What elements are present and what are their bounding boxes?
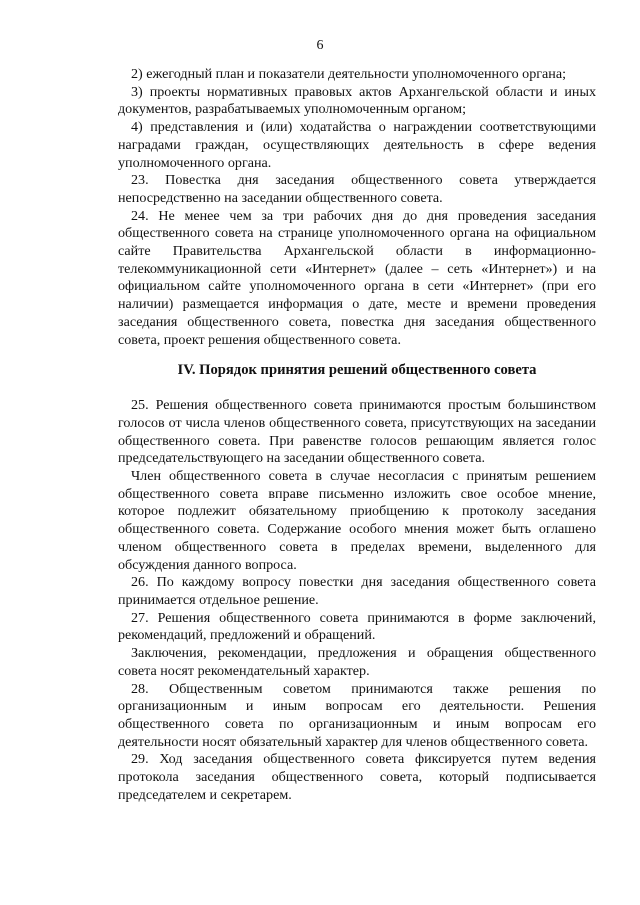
clause-26: 26. По каждому вопросу повестки дня заседания общественного совета принимается отдельное решение.: [118, 574, 596, 608]
clause-25-dissent: Член общественного совета в случае несогласия с принятым решением общественного совета вправе письменно изложить свое особое мнение, которое подлежит обязательному приобщению к протоколу заседания общественного совета. Содержание особого мнения может быть оглашено членом общественного совета в пределах времени, выделенного для обсуждения данного вопроса.: [118, 468, 596, 573]
clause-24: 24. Не менее чем за три рабочих дня до дня проведения заседания общественного совета на странице уполномоченного органа на официальном сайте Правительства Архангельской области в информационно-телекоммуникационной сети «Интернет» (далее – сеть «Интернет») и на официальном сайте уполномоченного органа в сети «Интернет» (при его наличии) размещается информация о дате, месте и времени проведения заседания общественного совета, повестка дня заседания общественного совета, проект решения общественного совета.: [118, 207, 596, 348]
document-body: [118, 66, 596, 804]
clause-27-note: Заключения, рекомендации, предложения и обращения общественного совета носят рекомендательный характер.: [118, 645, 596, 679]
clause-27: 27. Решения общественного совета принимаются в форме заключений, рекомендаций, предложений и обращений.: [118, 609, 596, 644]
clause-25: 25. Решения общественного совета принимаются простым большинством голосов от числа членов общественного совета, присутствующих на заседании общественного совета. При равенстве голосов решающим является голос председательствующего на заседании общественного совета.: [118, 397, 596, 467]
clause-29: 29. Ход заседания общественного совета фиксируется путем ведения протокола заседания общественного совета, который подписывается председателем и секретарем.: [118, 751, 596, 803]
list-item-draft-acts: 3) проекты нормативных правовых актов Архангельской области и иных документов, разрабатываемых уполномоченным органом;: [118, 83, 596, 118]
clause-28: 28. Общественным советом принимаются также решения по организационным и иным вопросам его деятельности. Решения общественного совета по организационным и иным вопросам его деятельности носят обязательный характер для членов общественного совета.: [118, 680, 596, 750]
clause-23: 23. Повестка дня заседания общественного совета утверждается непосредственно на заседании общественного совета.: [118, 172, 596, 206]
section-heading: IV. Порядок принятия решений общественного совета: [177, 362, 537, 379]
list-item-annual-plan: 2) ежегодный план и показатели деятельности уполномоченного органа;: [131, 66, 566, 82]
page-number: 6: [316, 38, 324, 53]
list-item-award-petitions: 4) представления и (или) ходатайства о награждении соответствующими наградами граждан, осуществляющих деятельность в сфере ведения уполномоченного органа.: [118, 119, 596, 171]
